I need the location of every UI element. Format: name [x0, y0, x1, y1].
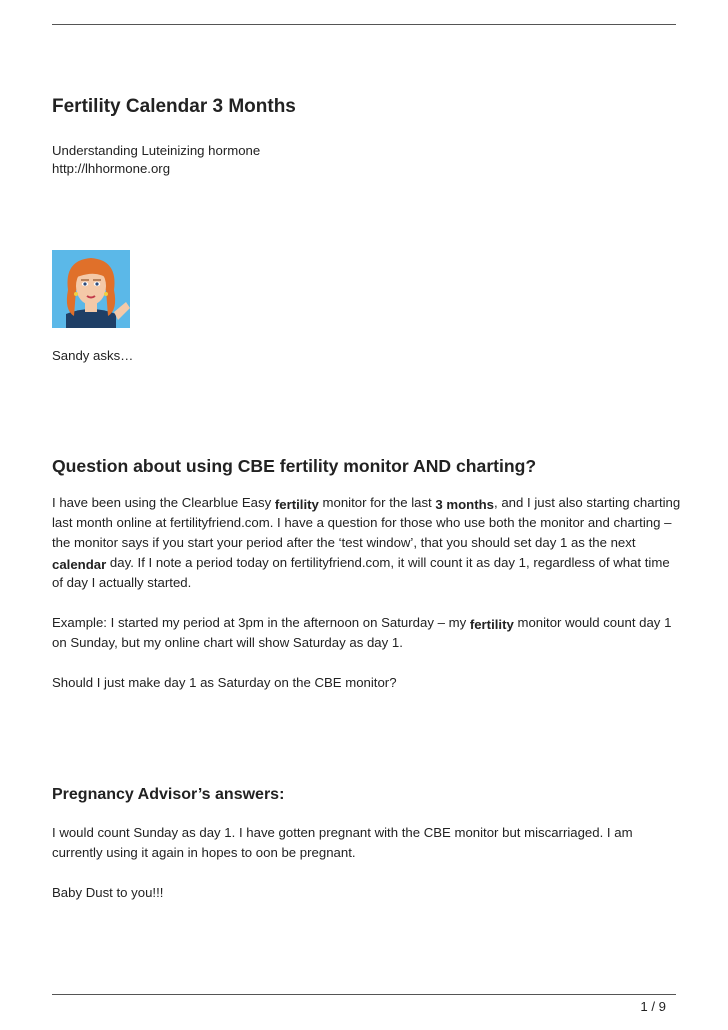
- page-number: 1 / 9: [640, 999, 666, 1014]
- keyword-fertility: fertility: [274, 497, 319, 512]
- text-run: monitor would count day 1 on Sunday, but my online chart will show Saturday as day 1.: [52, 615, 672, 650]
- asker-line: Sandy asks…: [52, 348, 134, 363]
- text-run: monitor for the last: [318, 495, 436, 510]
- question-paragraph: [52, 613, 682, 653]
- subtitle-line: Understanding Luteinizing hormone: [52, 143, 261, 158]
- keyword-fertility: fertility: [469, 617, 514, 632]
- keyword-3-months: 3 months: [435, 497, 495, 512]
- text-run: day. If I note a period today on fertilityfriend.com, it will count it as day 1, regardless of what time of day I actually started.: [52, 555, 670, 590]
- answer-paragraph: Baby Dust to you!!!: [52, 885, 164, 900]
- text-run: , and I just also starting charting last month online at fertilityfriend.com. I have a question for those who use both the monitor and charting – the monitor says if you start your period after the ‘test window’, that you should set day 1 as the next: [52, 495, 681, 550]
- question-paragraph: Should I just make day 1 as Saturday on the CBE monitor?: [52, 675, 397, 690]
- top-rule: [52, 24, 676, 25]
- text-run: I have been using the Clearblue Easy: [52, 495, 275, 510]
- page-title: Fertility Calendar 3 Months: [52, 96, 296, 117]
- answers-body: [52, 823, 682, 923]
- site-url: http://lhhormone.org: [52, 161, 171, 176]
- text-run: Example: I started my period at 3pm in the afternoon on Saturday – my: [52, 615, 470, 630]
- question-paragraph: [52, 493, 682, 593]
- bottom-rule: [52, 994, 676, 995]
- answers-heading: Pregnancy Advisor’s answers:: [52, 786, 285, 803]
- subtitle: [52, 142, 260, 178]
- avatar: [52, 250, 130, 328]
- keyword-calendar: calendar: [52, 557, 107, 572]
- answer-paragraph: I would count Sunday as day 1. I have gotten pregnant with the CBE monitor but miscarriaged. I am currently using it again in hopes to oon be pregnant.: [52, 825, 633, 860]
- question-heading: Question about using CBE fertility monitor AND charting?: [52, 456, 537, 476]
- question-body: [52, 493, 682, 713]
